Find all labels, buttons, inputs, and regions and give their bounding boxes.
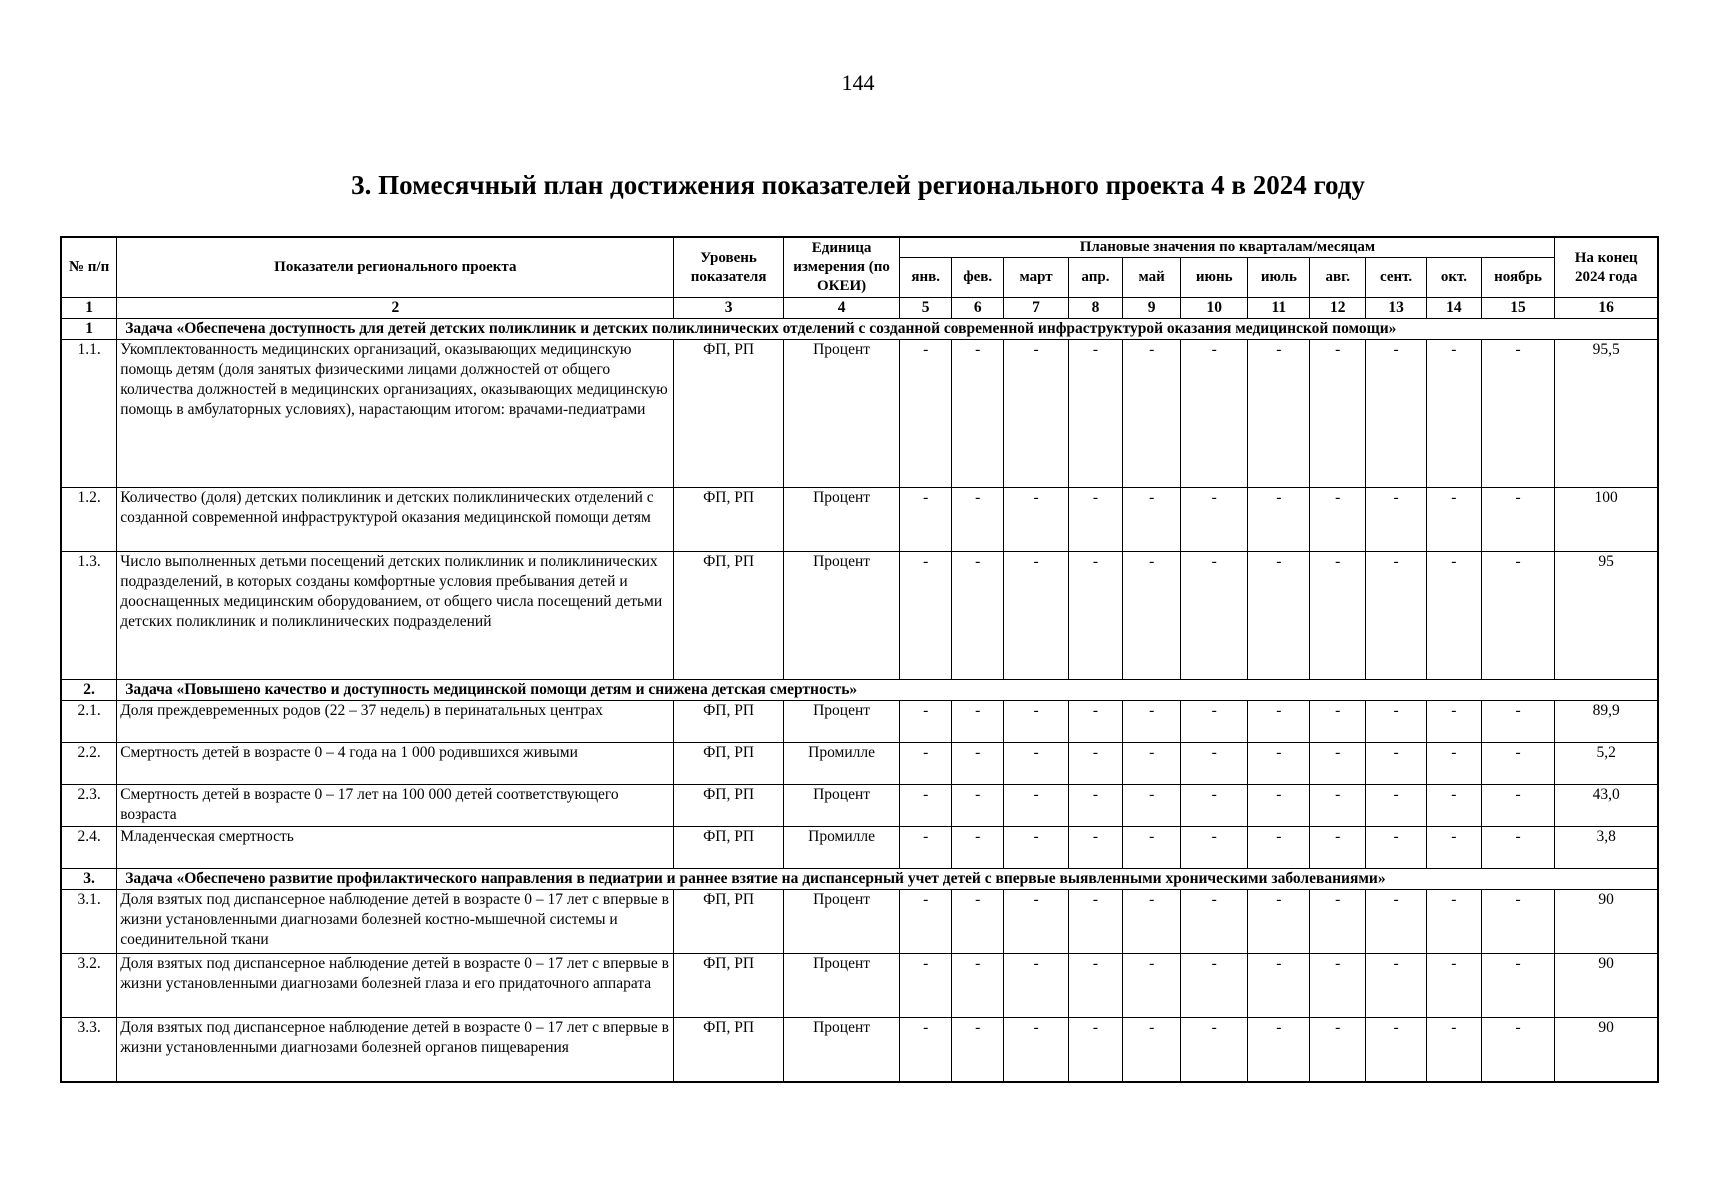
month-value: - — [1366, 890, 1427, 954]
column-number: 1 — [61, 298, 117, 319]
month-value: - — [1123, 743, 1181, 785]
month-value: - — [1427, 552, 1482, 680]
month-value: - — [1068, 552, 1123, 680]
month-value: - — [1310, 340, 1366, 488]
month-value: - — [900, 488, 952, 552]
month-value: - — [1481, 1018, 1555, 1082]
task-row — [61, 319, 1658, 340]
month-value: - — [951, 488, 1004, 552]
month-value: - — [1366, 340, 1427, 488]
month-value: - — [1181, 785, 1248, 827]
header-month: июль — [1248, 258, 1310, 298]
month-value: - — [1181, 701, 1248, 743]
header-month: апр. — [1068, 258, 1123, 298]
row-number: 2.4. — [61, 827, 117, 869]
month-value: - — [1481, 890, 1555, 954]
header-month: фев. — [951, 258, 1004, 298]
month-value: - — [1248, 743, 1310, 785]
month-value: - — [951, 743, 1004, 785]
indicator-row — [61, 1018, 1658, 1082]
row-number: 3.3. — [61, 1018, 117, 1082]
row-number: 1.3. — [61, 552, 117, 680]
month-value: - — [1181, 827, 1248, 869]
header-num: № п/п — [61, 237, 117, 298]
month-value: - — [900, 785, 952, 827]
indicator-name: Доля взятых под диспансерное наблюдение детей в возрасте 0 – 17 лет с впервые в жизни установленными диагнозами болезней костно-мышечной системы и соединительной ткани — [117, 890, 674, 954]
month-value: - — [951, 954, 1004, 1018]
month-value: - — [900, 827, 952, 869]
month-value: - — [1004, 827, 1068, 869]
month-value: - — [1004, 743, 1068, 785]
month-value: - — [1181, 488, 1248, 552]
indicator-row — [61, 827, 1658, 869]
task-number: 3. — [61, 869, 117, 890]
month-value: - — [1004, 954, 1068, 1018]
column-numbers-row — [61, 298, 1658, 319]
year-end-value: 95 — [1555, 552, 1658, 680]
indicator-row — [61, 785, 1658, 827]
month-value: - — [1481, 743, 1555, 785]
indicator-unit: Процент — [783, 488, 900, 552]
year-end-value: 43,0 — [1555, 785, 1658, 827]
month-value: - — [1248, 701, 1310, 743]
month-value: - — [1310, 552, 1366, 680]
month-value: - — [1004, 890, 1068, 954]
task-number: 2. — [61, 680, 117, 701]
month-value: - — [1004, 488, 1068, 552]
column-number: 11 — [1248, 298, 1310, 319]
column-number: 16 — [1555, 298, 1658, 319]
indicator-unit: Промилле — [783, 743, 900, 785]
month-value: - — [1248, 552, 1310, 680]
month-value: - — [1366, 1018, 1427, 1082]
indicator-unit: Процент — [783, 1018, 900, 1082]
month-value: - — [1427, 954, 1482, 1018]
indicator-name: Младенческая смертность — [117, 827, 674, 869]
indicator-unit: Процент — [783, 954, 900, 1018]
month-value: - — [951, 552, 1004, 680]
header-month: май — [1123, 258, 1181, 298]
month-value: - — [1427, 890, 1482, 954]
month-value: - — [1068, 488, 1123, 552]
month-value: - — [1123, 488, 1181, 552]
indicator-row — [61, 552, 1658, 680]
header-month: март — [1004, 258, 1068, 298]
month-value: - — [1427, 785, 1482, 827]
indicator-name: Смертность детей в возрасте 0 – 17 лет на 100 000 детей соответствующего возраста — [117, 785, 674, 827]
month-value: - — [1123, 890, 1181, 954]
indicator-unit: Промилле — [783, 827, 900, 869]
indicator-name: Укомплектованность медицинских организаций, оказывающих медицинскую помощь детям (доля занятых физическими лицами должностей от общего количества должностей в медицинских организациях, оказывающих медицинскую помощь в амбулаторных условиях), нарастающим итогом: врачами-педиатрами — [117, 340, 674, 488]
indicator-level: ФП, РП — [674, 827, 783, 869]
month-value: - — [1123, 954, 1181, 1018]
year-end-value: 100 — [1555, 488, 1658, 552]
month-value: - — [1310, 701, 1366, 743]
month-value: - — [1181, 890, 1248, 954]
month-value: - — [1366, 701, 1427, 743]
task-row — [61, 680, 1658, 701]
month-value: - — [1366, 743, 1427, 785]
year-end-value: 89,9 — [1555, 701, 1658, 743]
task-title: Задача «Обеспечена доступность для детей детских поликлиник и детских поликлинических отделений с созданной современной инфраструктурой оказания медицинской помощи» — [117, 319, 1658, 340]
indicator-level: ФП, РП — [674, 785, 783, 827]
year-end-value: 90 — [1555, 954, 1658, 1018]
indicator-level: ФП, РП — [674, 340, 783, 488]
month-value: - — [1481, 954, 1555, 1018]
column-number: 10 — [1181, 298, 1248, 319]
row-number: 2.2. — [61, 743, 117, 785]
header-month: сент. — [1366, 258, 1427, 298]
indicator-row — [61, 743, 1658, 785]
indicator-level: ФП, РП — [674, 1018, 783, 1082]
month-value: - — [1366, 954, 1427, 1018]
month-value: - — [1366, 785, 1427, 827]
row-number: 2.1. — [61, 701, 117, 743]
header-month: июнь — [1181, 258, 1248, 298]
month-value: - — [1248, 785, 1310, 827]
month-value: - — [1366, 552, 1427, 680]
month-value: - — [1310, 954, 1366, 1018]
indicator-unit: Процент — [783, 890, 900, 954]
month-value: - — [951, 785, 1004, 827]
month-value: - — [1068, 743, 1123, 785]
row-number: 1.2. — [61, 488, 117, 552]
indicator-level: ФП, РП — [674, 954, 783, 1018]
header-month: ноябрь — [1481, 258, 1555, 298]
month-value: - — [1310, 488, 1366, 552]
month-value: - — [1181, 1018, 1248, 1082]
month-value: - — [900, 552, 952, 680]
month-value: - — [1248, 1018, 1310, 1082]
month-value: - — [1481, 827, 1555, 869]
month-value: - — [1123, 552, 1181, 680]
indicator-level: ФП, РП — [674, 743, 783, 785]
indicator-level: ФП, РП — [674, 890, 783, 954]
indicator-row — [61, 488, 1658, 552]
month-value: - — [1004, 1018, 1068, 1082]
month-value: - — [1366, 488, 1427, 552]
month-value: - — [1004, 552, 1068, 680]
month-value: - — [1481, 701, 1555, 743]
column-number: 4 — [783, 298, 900, 319]
indicator-level: ФП, РП — [674, 488, 783, 552]
month-value: - — [1068, 954, 1123, 1018]
month-value: - — [1004, 701, 1068, 743]
indicator-level: ФП, РП — [674, 701, 783, 743]
month-value: - — [900, 743, 952, 785]
column-number: 9 — [1123, 298, 1181, 319]
month-value: - — [1427, 488, 1482, 552]
year-end-value: 3,8 — [1555, 827, 1658, 869]
column-number: 7 — [1004, 298, 1068, 319]
indicator-name: Смертность детей в возрасте 0 – 4 года на 1 000 родившихся живыми — [117, 743, 674, 785]
indicator-row — [61, 701, 1658, 743]
header-month: авг. — [1310, 258, 1366, 298]
month-value: - — [1123, 340, 1181, 488]
month-value: - — [900, 1018, 952, 1082]
header-unit: Единица измерения (по ОКЕИ) — [783, 237, 900, 298]
month-value: - — [900, 701, 952, 743]
month-value: - — [1181, 743, 1248, 785]
month-value: - — [1366, 827, 1427, 869]
indicator-name: Доля преждевременных родов (22 – 37 недель) в перинатальных центрах — [117, 701, 674, 743]
row-number: 3.1. — [61, 890, 117, 954]
column-number: 14 — [1427, 298, 1482, 319]
month-value: - — [1427, 1018, 1482, 1082]
month-value: - — [1310, 827, 1366, 869]
month-value: - — [1004, 340, 1068, 488]
month-value: - — [1248, 827, 1310, 869]
year-end-value: 90 — [1555, 890, 1658, 954]
month-value: - — [951, 1018, 1004, 1082]
indicator-name: Доля взятых под диспансерное наблюдение детей в возрасте 0 – 17 лет с впервые в жизни установленными диагнозами болезней глаза и его придаточного аппарата — [117, 954, 674, 1018]
month-value: - — [1427, 743, 1482, 785]
month-value: - — [1248, 488, 1310, 552]
month-value: - — [1181, 552, 1248, 680]
column-number: 13 — [1366, 298, 1427, 319]
month-value: - — [1181, 954, 1248, 1018]
month-value: - — [1068, 890, 1123, 954]
month-value: - — [1068, 701, 1123, 743]
indicator-level: ФП, РП — [674, 552, 783, 680]
month-value: - — [900, 890, 952, 954]
indicator-unit: Процент — [783, 340, 900, 488]
column-number: 8 — [1068, 298, 1123, 319]
month-value: - — [1427, 340, 1482, 488]
row-number: 1.1. — [61, 340, 117, 488]
month-value: - — [951, 890, 1004, 954]
task-title: Задача «Повышено качество и доступность медицинской помощи детям и снижена детская смертность» — [117, 680, 1658, 701]
header-planned: Плановые значения по кварталам/месяцам — [900, 237, 1555, 258]
column-number: 5 — [900, 298, 952, 319]
month-value: - — [1068, 1018, 1123, 1082]
header-row-1 — [61, 237, 1658, 258]
indicator-name: Количество (доля) детских поликлиник и детских поликлинических отделений с созданной современной инфраструктурой оказания медицинской помощи детям — [117, 488, 674, 552]
month-value: - — [951, 827, 1004, 869]
month-value: - — [1310, 743, 1366, 785]
year-end-value: 90 — [1555, 1018, 1658, 1082]
indicator-name: Число выполненных детьми посещений детских поликлиник и поликлинических подразделений, в которых созданы комфортные условия пребывания детей и дооснащенных медицинским оборудованием, от общего числа посещений детьми детских поликлиник и поликлинических подразделений — [117, 552, 674, 680]
month-value: - — [1248, 890, 1310, 954]
month-value: - — [951, 701, 1004, 743]
year-end-value: 95,5 — [1555, 340, 1658, 488]
month-value: - — [1123, 827, 1181, 869]
indicator-unit: Процент — [783, 785, 900, 827]
indicator-unit: Процент — [783, 552, 900, 680]
month-value: - — [1068, 340, 1123, 488]
month-value: - — [1068, 785, 1123, 827]
month-value: - — [1481, 785, 1555, 827]
page-number: 144 — [841, 70, 875, 95]
page-title: 3. Помесячный план достижения показателей регионального проекта 4 в 2024 году — [351, 170, 1365, 200]
column-number: 3 — [674, 298, 783, 319]
month-value: - — [1427, 827, 1482, 869]
row-number: 2.3. — [61, 785, 117, 827]
month-value: - — [1181, 340, 1248, 488]
header-month: окт. — [1427, 258, 1482, 298]
month-value: - — [1068, 827, 1123, 869]
column-number: 2 — [117, 298, 674, 319]
column-number: 15 — [1481, 298, 1555, 319]
month-value: - — [1310, 785, 1366, 827]
indicator-unit: Процент — [783, 701, 900, 743]
row-number: 3.2. — [61, 954, 117, 1018]
task-number: 1 — [61, 319, 117, 340]
header-level: Уровень показателя — [674, 237, 783, 298]
column-number: 12 — [1310, 298, 1366, 319]
month-value: - — [1123, 701, 1181, 743]
indicator-row — [61, 954, 1658, 1018]
month-value: - — [1310, 1018, 1366, 1082]
indicators-table — [60, 236, 1659, 1083]
task-title: Задача «Обеспечено развитие профилактического направления в педиатрии и раннее взятие на диспансерный учет детей с впервые выявленными хроническими заболеваниями» — [117, 869, 1658, 890]
task-row — [61, 869, 1658, 890]
month-value: - — [1481, 340, 1555, 488]
column-number: 6 — [951, 298, 1004, 319]
indicator-name: Доля взятых под диспансерное наблюдение детей в возрасте 0 – 17 лет с впервые в жизни установленными диагнозами болезней органов пищеварения — [117, 1018, 674, 1082]
header-name: Показатели регионального проекта — [117, 237, 674, 298]
month-value: - — [1004, 785, 1068, 827]
month-value: - — [1481, 552, 1555, 680]
month-value: - — [951, 340, 1004, 488]
month-value: - — [1248, 954, 1310, 1018]
month-value: - — [1123, 785, 1181, 827]
header-total: На конец 2024 года — [1555, 237, 1658, 298]
month-value: - — [1123, 1018, 1181, 1082]
month-value: - — [1248, 340, 1310, 488]
year-end-value: 5,2 — [1555, 743, 1658, 785]
indicator-row — [61, 340, 1658, 488]
month-value: - — [1481, 488, 1555, 552]
month-value: - — [1427, 701, 1482, 743]
month-value: - — [900, 954, 952, 1018]
month-value: - — [1310, 890, 1366, 954]
header-month: янв. — [900, 258, 952, 298]
month-value: - — [900, 340, 952, 488]
indicator-row — [61, 890, 1658, 954]
